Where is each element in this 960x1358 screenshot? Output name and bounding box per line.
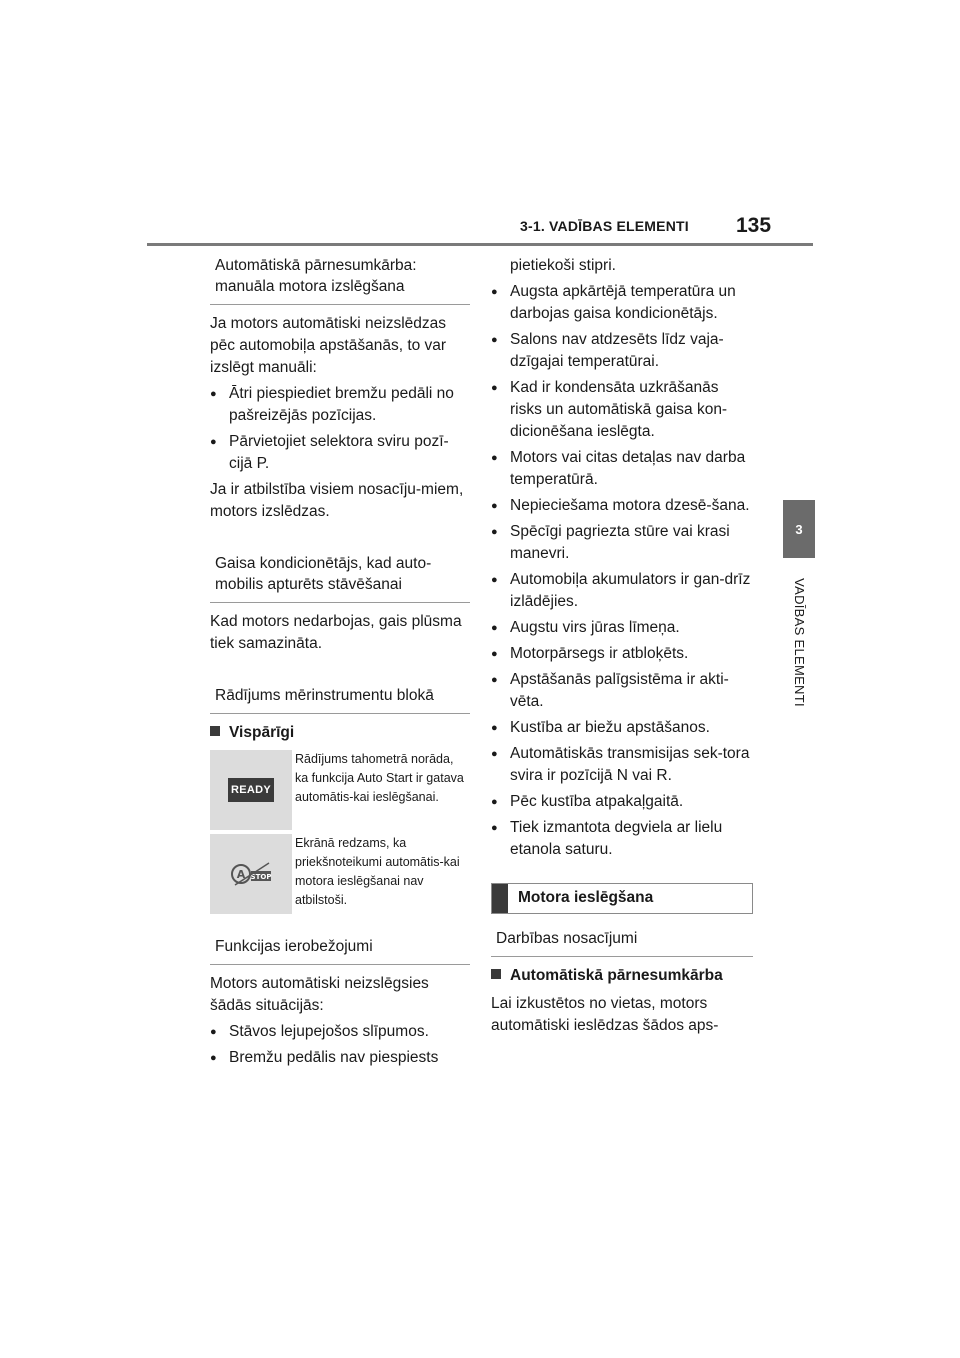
list-item: ● Spēcīgi pagriezta stūre vai krasi manevri. xyxy=(491,521,753,565)
section-heading-box xyxy=(491,883,753,914)
list-item: ● Augsta apkārtējā temperatūra un darbojas gaisa kondicionētājs. xyxy=(491,281,753,325)
indicator-row xyxy=(210,750,470,830)
subheading: Gaisa kondicionētājs, kad auto-mobilis apturēts stāvēšanai xyxy=(210,553,470,603)
square-heading xyxy=(210,722,470,744)
square-bullet-icon xyxy=(210,726,220,736)
list-item: ● Motors vai citas detaļas nav darba temperatūrā. xyxy=(491,447,753,491)
right-column xyxy=(491,255,753,1041)
page-number: 135 xyxy=(736,214,772,237)
subheading: Funkcijas ierobežojumi xyxy=(210,936,470,965)
ready-badge: READY xyxy=(228,778,274,802)
list-item: ● Salons nav atdzesēts līdz vaja-dzīgajai temperatūrai. xyxy=(491,329,753,373)
chapter-number: 3 xyxy=(795,521,803,537)
paragraph: Motors automātiski neizslēgsies šādās situācijās: xyxy=(210,975,429,1014)
square-heading-text: Automātiskā pārnesumkārba xyxy=(510,967,723,984)
chapter-label xyxy=(752,567,846,717)
list-item: ● Automobiļa akumulators ir gan-drīz izlādējies. xyxy=(491,569,753,613)
subheading: Rādījums mērinstrumentu blokā xyxy=(210,685,470,714)
continued-text: pietiekoši stipri. xyxy=(510,257,616,274)
paragraph: Ja motors automātiski neizslēdzas pēc automobiļa apstāšanās, to var izslēgt manuāli: xyxy=(210,315,447,376)
indicator-row xyxy=(210,834,470,914)
indicator-description: Ekrānā redzams, ka priekšnoteikumi automātis-kai motora ieslēgšanai nav atbilstoši. xyxy=(295,836,460,907)
bullet-list xyxy=(491,281,753,861)
list-item: ● Nepieciešama motora dzesē-šana. xyxy=(491,495,753,517)
section-title: 3-1. VADĪBAS ELEMENTI xyxy=(520,218,689,234)
square-heading xyxy=(491,965,753,987)
left-column xyxy=(210,255,470,1073)
list-item: ● Kustība ar biežu apstāšanos. xyxy=(491,717,753,739)
square-bullet-icon xyxy=(491,969,501,979)
indicator-description: Rādījums tahometrā norāda, ka funkcija Auto Start ir gatava automātis-kai ieslēgšanai. xyxy=(295,752,464,804)
list-item: ● Pēc kustība atpakaļgaitā. xyxy=(491,791,753,813)
auto-stop-indicator-image xyxy=(210,834,292,914)
list-item: ● Augstu virs jūras līmeņa. xyxy=(491,617,753,639)
bullet-list xyxy=(210,383,470,475)
paragraph: Lai izkustētos no vietas, motors automātiski ieslēdzas šādos aps- xyxy=(491,995,719,1034)
bullet-list xyxy=(210,1021,470,1069)
paragraph: Ja ir atbilstība visiem nosacīju-miem, motors izslēdzas. xyxy=(210,481,464,520)
list-item: ● Motorpārsegs ir atbloķēts. xyxy=(491,643,753,665)
stop-label: STOP xyxy=(250,873,272,881)
subheading: Darbības nosacījumi xyxy=(491,928,753,957)
list-item: ● Tiek izmantota degviela ar lielu etanola saturu. xyxy=(491,817,753,861)
ready-indicator-image xyxy=(210,750,292,830)
chapter-label-text: VADĪBAS ELEMENTI xyxy=(791,577,807,707)
heading-bar xyxy=(492,884,508,913)
square-heading-text: Vispārīgi xyxy=(229,724,295,741)
auto-start-stop-crossed-icon xyxy=(229,861,273,887)
list-item: ● Ātri piespiediet bremžu pedāli no pašreizējās pozīcijas. xyxy=(210,383,470,427)
header-divider xyxy=(147,243,813,246)
list-item: ● Apstāšanās palīgsistēma ir akti-vēta. xyxy=(491,669,753,713)
paragraph: Kad motors nedarbojas, gais plūsma tiek samazināta. xyxy=(210,613,462,652)
list-item: ● Stāvos lejupejošos slīpumos. xyxy=(210,1021,470,1043)
subheading: Automātiskā pārnesumkārba: manuāla motora izslēgšana xyxy=(210,255,470,305)
svg-text:A: A xyxy=(236,868,246,881)
list-item: ● Automātiskās transmisijas sek-tora svira ir pozīcijā N vai R. xyxy=(491,743,753,787)
section-heading: Motora ieslēgšana xyxy=(518,889,654,906)
list-item: ● Kad ir kondensāta uzkrāšanās risks un automātiskā gaisa kon-dicionēšana ieslēgta. xyxy=(491,377,753,443)
list-item: ● Pārvietojiet selektora sviru pozī-cijā P. xyxy=(210,431,470,475)
chapter-tab[interactable] xyxy=(783,500,815,558)
list-item: ● Bremžu pedālis nav piespiests xyxy=(210,1047,470,1069)
